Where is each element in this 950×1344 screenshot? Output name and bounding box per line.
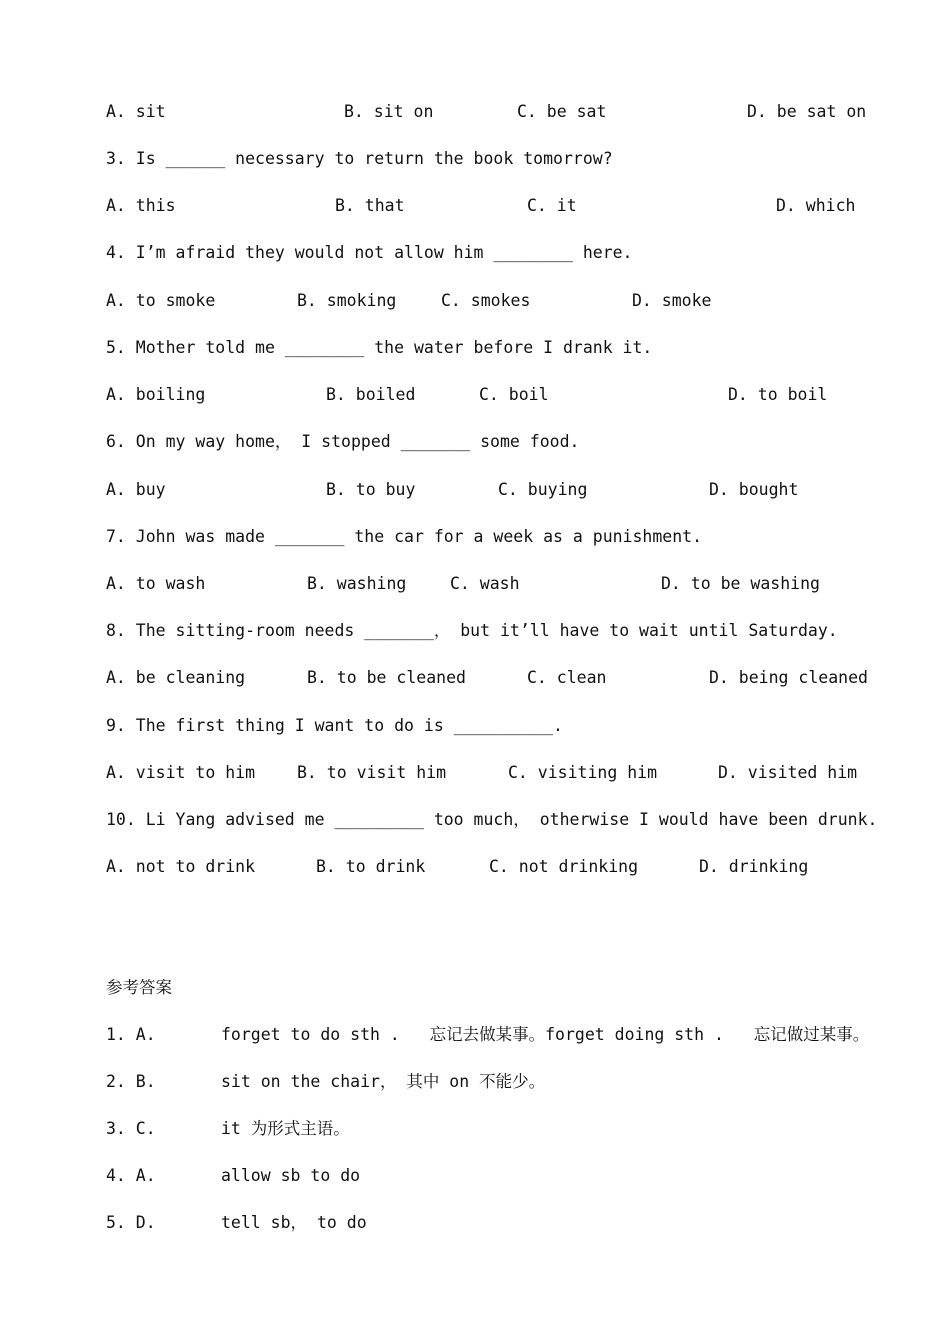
question-text: 6. On my way home， I stopped _______ some food. (106, 432, 580, 451)
q7-options-row (0, 572, 950, 596)
q9-options-row (0, 761, 950, 785)
question-text: 3. Is ______ necessary to return the book tomorrow? (106, 149, 613, 168)
q2-option-d: D. be sat on (747, 102, 867, 121)
q5-options-row (0, 383, 950, 407)
q3-option-a: A. this (106, 196, 176, 215)
answer-explanation: tell sb， to do (221, 1213, 367, 1232)
q5-option-a: A. boiling (106, 385, 206, 404)
q8-option-d: D. being cleaned (709, 668, 868, 687)
q6-option-b: B. to buy (326, 480, 416, 499)
q7-option-d: D. to be washing (661, 574, 820, 593)
q8-option-c: C. clean (527, 668, 607, 687)
q7-stem (0, 525, 950, 549)
q5-option-c: C. boil (479, 385, 549, 404)
question-text: 7. John was made _______ the car for a week as a punishment. (106, 527, 703, 546)
question-text: 8. The sitting-room needs _______， but it’ll have to wait until Saturday. (106, 621, 838, 640)
q9-option-a: A. visit to him (106, 763, 256, 782)
q9-option-d: D. visited him (718, 763, 858, 782)
answer-number: 3. C. (106, 1119, 156, 1138)
q2-option-b: B. sit on (344, 102, 434, 121)
answer-row (0, 1117, 950, 1141)
q10-option-d: D. drinking (699, 857, 809, 876)
question-text: 10. Li Yang advised me _________ too much， otherwise I would have been drunk. (106, 810, 878, 829)
q5-stem (0, 336, 950, 360)
answer-key-title: 参考答案 (106, 978, 172, 997)
q4-option-b: B. smoking (297, 291, 397, 310)
q5-option-b: B. boiled (326, 385, 416, 404)
q8-options-row (0, 666, 950, 690)
q4-stem (0, 241, 950, 265)
q10-options-row (0, 855, 950, 879)
answer-explanation: it 为形式主语。 (221, 1119, 350, 1138)
answer-number: 5. D. (106, 1213, 156, 1232)
q10-option-a: A. not to drink (106, 857, 256, 876)
q3-stem (0, 147, 950, 171)
q9-option-b: B. to visit him (297, 763, 447, 782)
q8-option-b: B. to be cleaned (307, 668, 466, 687)
question-text: 4. I’m afraid they would not allow him ________ here. (106, 243, 633, 262)
q7-option-c: C. wash (450, 574, 520, 593)
q9-stem (0, 714, 950, 738)
answer-explanation: sit on the chair， 其中 on 不能少。 (221, 1072, 546, 1091)
q6-option-c: C. buying (498, 480, 588, 499)
q9-option-c: C. visiting him (508, 763, 658, 782)
answer-row (0, 1023, 950, 1047)
q7-option-a: A. to wash (106, 574, 206, 593)
answer-explanation: forget to do sth . 忘记去做某事。forget doing sth . 忘记做过某事。 (221, 1025, 870, 1044)
answer-number: 1. A. (106, 1025, 156, 1044)
q8-option-a: A. be cleaning (106, 668, 246, 687)
q4-option-c: C. smokes (441, 291, 531, 310)
q3-option-d: D. which (776, 196, 856, 215)
q4-option-d: D. smoke (632, 291, 712, 310)
answer-explanation: allow sb to do (221, 1166, 361, 1185)
answer-row (0, 1211, 950, 1235)
q7-option-b: B. washing (307, 574, 407, 593)
q6-stem (0, 430, 950, 454)
q6-option-d: D. bought (709, 480, 799, 499)
q2-option-a: A. sit (106, 102, 166, 121)
q2-option-c: C. be sat (517, 102, 607, 121)
q3-option-c: C. it (527, 196, 577, 215)
answer-row (0, 1164, 950, 1188)
q5-option-d: D. to boil (728, 385, 828, 404)
q4-options-row (0, 289, 950, 313)
answer-row (0, 1070, 950, 1094)
q8-stem (0, 619, 950, 643)
question-text: 9. The first thing I want to do is __________. (106, 716, 563, 735)
q3-option-b: B. that (335, 196, 405, 215)
answer-number: 4. A. (106, 1166, 156, 1185)
q10-option-b: B. to drink (316, 857, 426, 876)
q6-option-a: A. buy (106, 480, 166, 499)
q4-option-a: A. to smoke (106, 291, 216, 310)
q10-option-c: C. not drinking (489, 857, 639, 876)
q10-stem (0, 808, 950, 832)
answer-number: 2. B. (106, 1072, 156, 1091)
q2-options-row (0, 100, 950, 124)
answer-key-heading (0, 976, 950, 1000)
question-text: 5. Mother told me ________ the water before I drank it. (106, 338, 653, 357)
q6-options-row (0, 478, 950, 502)
q3-options-row (0, 194, 950, 218)
